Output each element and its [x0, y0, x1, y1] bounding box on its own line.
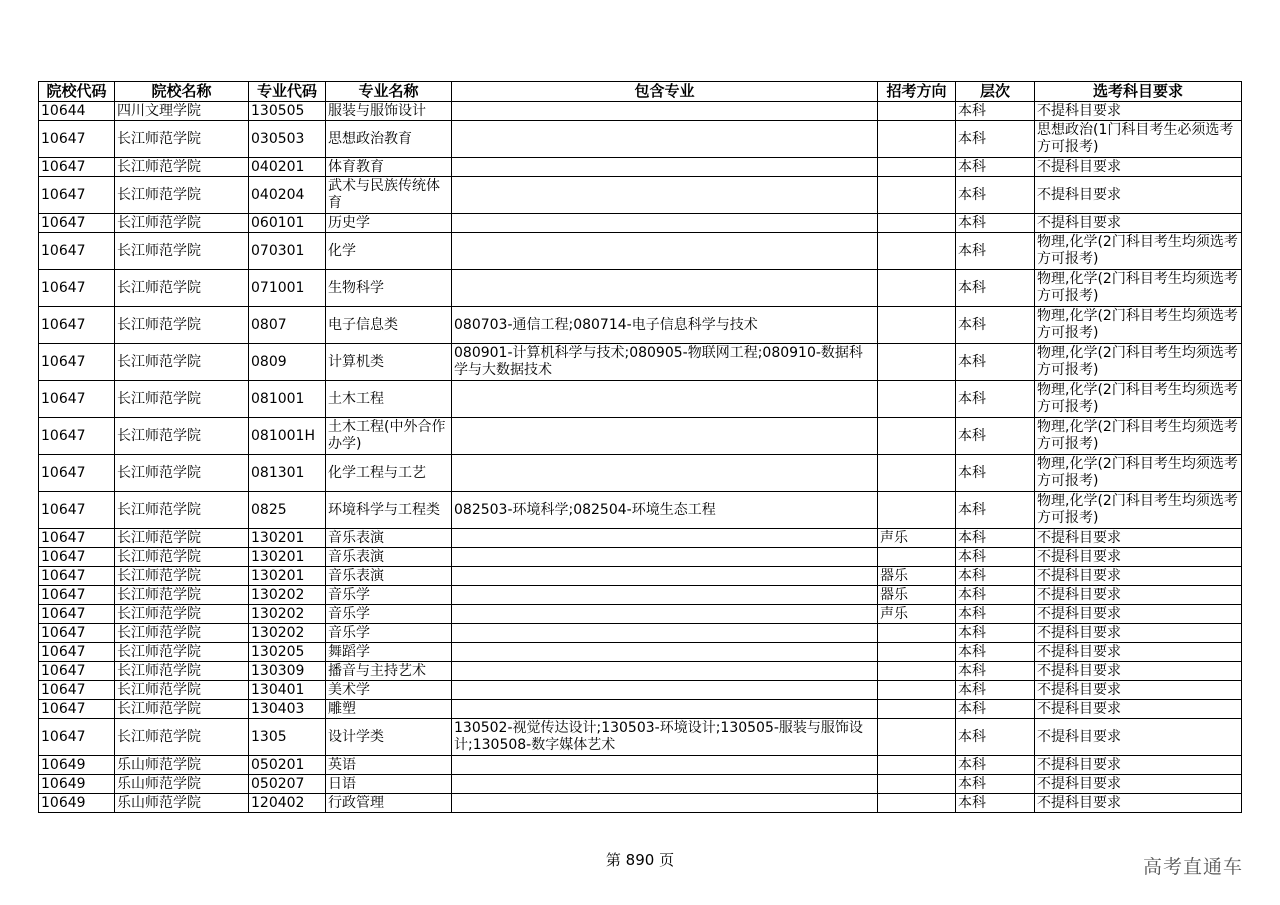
cell-school-name: 长江师范学院	[115, 177, 249, 214]
cell-subject-requirement: 不提科目要求	[1035, 214, 1242, 233]
table-row	[39, 548, 1242, 567]
cell-major-code: 060101	[249, 214, 326, 233]
cell-major-code: 081001H	[249, 418, 326, 455]
cell-major-code: 1305	[249, 719, 326, 756]
cell-school-name: 长江师范学院	[115, 418, 249, 455]
table-row	[39, 567, 1242, 586]
cell-major-name: 电子信息类	[326, 307, 452, 344]
cell-direction	[878, 681, 956, 700]
cell-major-name: 计算机类	[326, 344, 452, 381]
cell-major-name: 武术与民族传统体育	[326, 177, 452, 214]
cell-school-code: 10647	[39, 455, 115, 492]
cell-major-name: 音乐学	[326, 624, 452, 643]
cell-level: 本科	[956, 270, 1035, 307]
cell-major-name: 舞蹈学	[326, 643, 452, 662]
cell-direction	[878, 381, 956, 418]
cell-level: 本科	[956, 214, 1035, 233]
cell-major-code: 040204	[249, 177, 326, 214]
cell-level: 本科	[956, 102, 1035, 121]
table-row	[39, 681, 1242, 700]
cell-major-name: 体育教育	[326, 158, 452, 177]
cell-school-code: 10647	[39, 662, 115, 681]
cell-subject-requirement: 不提科目要求	[1035, 775, 1242, 794]
cell-direction	[878, 344, 956, 381]
cell-level: 本科	[956, 344, 1035, 381]
cell-direction	[878, 214, 956, 233]
cell-major-name: 设计学类	[326, 719, 452, 756]
cell-major-name: 行政管理	[326, 794, 452, 813]
cell-direction	[878, 270, 956, 307]
cell-subject-requirement: 不提科目要求	[1035, 102, 1242, 121]
cell-school-name: 长江师范学院	[115, 158, 249, 177]
cell-school-code: 10649	[39, 794, 115, 813]
cell-major-name: 化学	[326, 233, 452, 270]
cell-subject-requirement: 物理,化学(2门科目考生均须选考方可报考)	[1035, 492, 1242, 529]
table-row	[39, 102, 1242, 121]
cell-school-name: 长江师范学院	[115, 681, 249, 700]
cell-direction	[878, 700, 956, 719]
cell-major-name: 环境科学与工程类	[326, 492, 452, 529]
cell-level: 本科	[956, 233, 1035, 270]
cell-school-code: 10647	[39, 624, 115, 643]
cell-school-code: 10647	[39, 344, 115, 381]
header-school-name: 院校名称	[115, 82, 249, 102]
cell-direction	[878, 455, 956, 492]
cell-school-code: 10647	[39, 586, 115, 605]
table-row	[39, 233, 1242, 270]
cell-level: 本科	[956, 719, 1035, 756]
cell-direction	[878, 121, 956, 158]
cell-subject-requirement: 不提科目要求	[1035, 548, 1242, 567]
cell-level: 本科	[956, 775, 1035, 794]
cell-school-code: 10647	[39, 605, 115, 624]
cell-major-code: 070301	[249, 233, 326, 270]
cell-included-majors	[452, 775, 878, 794]
table-row	[39, 794, 1242, 813]
cell-school-code: 10647	[39, 492, 115, 529]
cell-major-code: 0809	[249, 344, 326, 381]
cell-school-name: 长江师范学院	[115, 567, 249, 586]
table-row	[39, 455, 1242, 492]
header-subject-requirement: 选考科目要求	[1035, 82, 1242, 102]
cell-included-majors	[452, 681, 878, 700]
cell-school-code: 10647	[39, 158, 115, 177]
cell-direction	[878, 158, 956, 177]
cell-school-code: 10647	[39, 121, 115, 158]
table-body	[39, 102, 1242, 813]
cell-direction	[878, 102, 956, 121]
cell-included-majors	[452, 529, 878, 548]
cell-included-majors	[452, 177, 878, 214]
cell-major-name: 思想政治教育	[326, 121, 452, 158]
cell-school-name: 长江师范学院	[115, 307, 249, 344]
cell-school-code: 10647	[39, 529, 115, 548]
cell-included-majors	[452, 756, 878, 775]
cell-major-code: 050207	[249, 775, 326, 794]
cell-included-majors	[452, 662, 878, 681]
cell-major-code: 030503	[249, 121, 326, 158]
cell-subject-requirement: 不提科目要求	[1035, 177, 1242, 214]
cell-level: 本科	[956, 529, 1035, 548]
table-row	[39, 121, 1242, 158]
cell-level: 本科	[956, 756, 1035, 775]
cell-direction	[878, 756, 956, 775]
cell-direction: 器乐	[878, 586, 956, 605]
cell-major-code: 130201	[249, 567, 326, 586]
header-school-code: 院校代码	[39, 82, 115, 102]
cell-subject-requirement: 物理,化学(2门科目考生均须选考方可报考)	[1035, 418, 1242, 455]
cell-level: 本科	[956, 643, 1035, 662]
cell-included-majors	[452, 102, 878, 121]
table-header-row	[39, 82, 1242, 102]
cell-included-majors	[452, 624, 878, 643]
table-row	[39, 344, 1242, 381]
cell-major-code: 081301	[249, 455, 326, 492]
cell-major-code: 130202	[249, 586, 326, 605]
header-major-name: 专业名称	[326, 82, 452, 102]
cell-level: 本科	[956, 455, 1035, 492]
cell-subject-requirement: 不提科目要求	[1035, 605, 1242, 624]
cell-direction	[878, 492, 956, 529]
cell-subject-requirement: 思想政治(1门科目考生必须选考方可报考)	[1035, 121, 1242, 158]
cell-major-name: 音乐学	[326, 586, 452, 605]
cell-school-name: 长江师范学院	[115, 214, 249, 233]
cell-subject-requirement: 物理,化学(2门科目考生均须选考方可报考)	[1035, 344, 1242, 381]
cell-included-majors: 082503-环境科学;082504-环境生态工程	[452, 492, 878, 529]
table-row	[39, 605, 1242, 624]
cell-subject-requirement: 不提科目要求	[1035, 700, 1242, 719]
table-row	[39, 643, 1242, 662]
cell-included-majors	[452, 158, 878, 177]
cell-subject-requirement: 不提科目要求	[1035, 567, 1242, 586]
header-major-code: 专业代码	[249, 82, 326, 102]
cell-school-name: 长江师范学院	[115, 381, 249, 418]
cell-subject-requirement: 不提科目要求	[1035, 662, 1242, 681]
cell-school-code: 10647	[39, 700, 115, 719]
cell-major-code: 130202	[249, 624, 326, 643]
cell-direction	[878, 177, 956, 214]
cell-major-code: 040201	[249, 158, 326, 177]
cell-major-code: 071001	[249, 270, 326, 307]
cell-included-majors	[452, 794, 878, 813]
cell-major-code: 130201	[249, 529, 326, 548]
cell-included-majors	[452, 270, 878, 307]
cell-included-majors: 080703-通信工程;080714-电子信息科学与技术	[452, 307, 878, 344]
cell-major-code: 0825	[249, 492, 326, 529]
cell-school-code: 10647	[39, 177, 115, 214]
cell-school-name: 长江师范学院	[115, 643, 249, 662]
cell-direction: 器乐	[878, 567, 956, 586]
cell-included-majors: 080901-计算机科学与技术;080905-物联网工程;080910-数据科学与大数据技术	[452, 344, 878, 381]
cell-subject-requirement: 不提科目要求	[1035, 681, 1242, 700]
cell-level: 本科	[956, 307, 1035, 344]
cell-school-name: 长江师范学院	[115, 492, 249, 529]
cell-major-name: 美术学	[326, 681, 452, 700]
cell-subject-requirement: 不提科目要求	[1035, 586, 1242, 605]
cell-major-name: 化学工程与工艺	[326, 455, 452, 492]
table-row	[39, 700, 1242, 719]
cell-major-code: 050201	[249, 756, 326, 775]
cell-major-code: 0807	[249, 307, 326, 344]
cell-major-name: 日语	[326, 775, 452, 794]
cell-included-majors	[452, 567, 878, 586]
cell-direction	[878, 794, 956, 813]
cell-direction	[878, 624, 956, 643]
cell-school-name: 长江师范学院	[115, 700, 249, 719]
cell-major-code: 130505	[249, 102, 326, 121]
table-row	[39, 775, 1242, 794]
table-row	[39, 158, 1242, 177]
cell-subject-requirement: 不提科目要求	[1035, 719, 1242, 756]
cell-direction	[878, 662, 956, 681]
cell-subject-requirement: 不提科目要求	[1035, 529, 1242, 548]
cell-school-name: 长江师范学院	[115, 624, 249, 643]
cell-level: 本科	[956, 158, 1035, 177]
cell-level: 本科	[956, 567, 1035, 586]
cell-subject-requirement: 物理,化学(2门科目考生均须选考方可报考)	[1035, 455, 1242, 492]
cell-school-name: 长江师范学院	[115, 455, 249, 492]
cell-included-majors	[452, 455, 878, 492]
cell-school-name: 长江师范学院	[115, 662, 249, 681]
table-row	[39, 381, 1242, 418]
cell-school-code: 10647	[39, 270, 115, 307]
cell-direction: 声乐	[878, 529, 956, 548]
header-included-majors: 包含专业	[452, 82, 878, 102]
cell-included-majors	[452, 214, 878, 233]
cell-major-code: 130202	[249, 605, 326, 624]
cell-major-name: 音乐学	[326, 605, 452, 624]
cell-major-code: 120402	[249, 794, 326, 813]
cell-school-code: 10647	[39, 381, 115, 418]
cell-level: 本科	[956, 700, 1035, 719]
table-row	[39, 418, 1242, 455]
cell-level: 本科	[956, 177, 1035, 214]
cell-level: 本科	[956, 121, 1035, 158]
cell-level: 本科	[956, 605, 1035, 624]
cell-included-majors	[452, 233, 878, 270]
table-row	[39, 529, 1242, 548]
cell-subject-requirement: 物理,化学(2门科目考生均须选考方可报考)	[1035, 233, 1242, 270]
cell-subject-requirement: 不提科目要求	[1035, 756, 1242, 775]
cell-level: 本科	[956, 548, 1035, 567]
cell-school-code: 10647	[39, 214, 115, 233]
cell-included-majors	[452, 121, 878, 158]
cell-school-name: 长江师范学院	[115, 121, 249, 158]
cell-level: 本科	[956, 662, 1035, 681]
cell-school-name: 四川文理学院	[115, 102, 249, 121]
page-number: 第 890 页	[605, 851, 675, 869]
cell-direction	[878, 307, 956, 344]
cell-major-name: 服装与服饰设计	[326, 102, 452, 121]
cell-direction	[878, 233, 956, 270]
cell-major-name: 音乐表演	[326, 567, 452, 586]
cell-school-name: 长江师范学院	[115, 233, 249, 270]
cell-school-code: 10647	[39, 567, 115, 586]
cell-school-code: 10644	[39, 102, 115, 121]
table-row	[39, 586, 1242, 605]
cell-school-name: 长江师范学院	[115, 605, 249, 624]
cell-direction	[878, 418, 956, 455]
cell-major-name: 英语	[326, 756, 452, 775]
cell-included-majors	[452, 643, 878, 662]
table-row	[39, 662, 1242, 681]
cell-major-code: 130403	[249, 700, 326, 719]
cell-level: 本科	[956, 586, 1035, 605]
cell-subject-requirement: 物理,化学(2门科目考生均须选考方可报考)	[1035, 381, 1242, 418]
table-row	[39, 214, 1242, 233]
cell-included-majors	[452, 548, 878, 567]
cell-major-code: 130205	[249, 643, 326, 662]
cell-subject-requirement: 不提科目要求	[1035, 794, 1242, 813]
cell-level: 本科	[956, 681, 1035, 700]
cell-school-name: 长江师范学院	[115, 270, 249, 307]
cell-school-code: 10647	[39, 418, 115, 455]
cell-direction	[878, 643, 956, 662]
cell-subject-requirement: 物理,化学(2门科目考生均须选考方可报考)	[1035, 307, 1242, 344]
table-row	[39, 307, 1242, 344]
table-row	[39, 756, 1242, 775]
header-level: 层次	[956, 82, 1035, 102]
cell-level: 本科	[956, 492, 1035, 529]
cell-school-name: 乐山师范学院	[115, 756, 249, 775]
cell-school-name: 长江师范学院	[115, 529, 249, 548]
cell-school-code: 10649	[39, 775, 115, 794]
cell-included-majors	[452, 700, 878, 719]
cell-level: 本科	[956, 418, 1035, 455]
cell-major-code: 130309	[249, 662, 326, 681]
cell-major-code: 081001	[249, 381, 326, 418]
cell-subject-requirement: 不提科目要求	[1035, 624, 1242, 643]
cell-school-code: 10647	[39, 548, 115, 567]
watermark-text: 高考直通车	[1143, 856, 1244, 878]
cell-direction	[878, 719, 956, 756]
cell-included-majors	[452, 418, 878, 455]
table-row	[39, 492, 1242, 529]
cell-school-name: 乐山师范学院	[115, 794, 249, 813]
table-row	[39, 270, 1242, 307]
cell-school-code: 10647	[39, 643, 115, 662]
cell-direction	[878, 548, 956, 567]
cell-school-name: 长江师范学院	[115, 344, 249, 381]
cell-major-name: 雕塑	[326, 700, 452, 719]
cell-subject-requirement: 物理,化学(2门科目考生均须选考方可报考)	[1035, 270, 1242, 307]
cell-subject-requirement: 不提科目要求	[1035, 643, 1242, 662]
cell-school-code: 10647	[39, 681, 115, 700]
table-row	[39, 177, 1242, 214]
cell-major-code: 130401	[249, 681, 326, 700]
cell-direction: 声乐	[878, 605, 956, 624]
header-direction: 招考方向	[878, 82, 956, 102]
cell-level: 本科	[956, 624, 1035, 643]
cell-school-name: 长江师范学院	[115, 548, 249, 567]
cell-school-code: 10647	[39, 233, 115, 270]
cell-major-code: 130201	[249, 548, 326, 567]
cell-major-name: 生物科学	[326, 270, 452, 307]
cell-school-name: 乐山师范学院	[115, 775, 249, 794]
cell-level: 本科	[956, 794, 1035, 813]
cell-school-name: 长江师范学院	[115, 719, 249, 756]
cell-subject-requirement: 不提科目要求	[1035, 158, 1242, 177]
cell-major-name: 土木工程	[326, 381, 452, 418]
cell-level: 本科	[956, 381, 1035, 418]
cell-major-name: 音乐表演	[326, 529, 452, 548]
cell-major-name: 播音与主持艺术	[326, 662, 452, 681]
cell-included-majors	[452, 586, 878, 605]
cell-school-name: 长江师范学院	[115, 586, 249, 605]
cell-school-code: 10647	[39, 719, 115, 756]
cell-included-majors: 130502-视觉传达设计;130503-环境设计;130505-服装与服饰设计;130508-数字媒体艺术	[452, 719, 878, 756]
cell-direction	[878, 775, 956, 794]
cell-included-majors	[452, 605, 878, 624]
admission-table	[38, 81, 1242, 813]
cell-major-name: 土木工程(中外合作办学)	[326, 418, 452, 455]
cell-major-name: 音乐表演	[326, 548, 452, 567]
table-row	[39, 719, 1242, 756]
cell-school-code: 10647	[39, 307, 115, 344]
cell-included-majors	[452, 381, 878, 418]
cell-school-code: 10649	[39, 756, 115, 775]
table-row	[39, 624, 1242, 643]
cell-major-name: 历史学	[326, 214, 452, 233]
